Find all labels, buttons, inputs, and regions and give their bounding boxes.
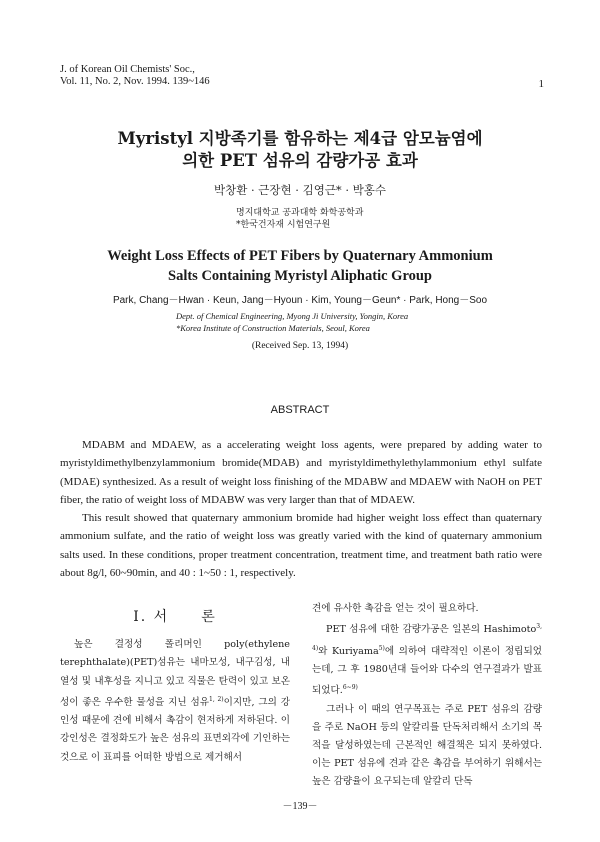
korean-affiliations (236, 207, 363, 231)
korean-title-line-2: 의한 PET 섬유의 감량가공 효과 (182, 151, 418, 170)
page-number: 1 (538, 78, 544, 90)
right-text-c: 에 의하여 대략적인 이론이 정립되었는데, 그 후 1980년대 들어와 다수의 연구결과가 발표되었다. (312, 645, 542, 697)
english-affiliations (176, 310, 408, 334)
journal-line-2: Vol. 11, No. 2, Nov. 1994. 139~146 (60, 76, 210, 87)
abstract-paragraph-2: This result showed that quaternary ammonium bromide had higher weight loss effect than quaternary ammonium sulfate, and the ratio of weight loss was greatly varied with the kind of quaternary ammonium salts used. In these conditions, proper treatment concentration, treatment time, and treatment bath ratio were about 8g/l, 60~90min, and 40 : 1~50 : 1, respectively. (60, 512, 542, 580)
right-paragraph-3: 그러나 이 때의 연구목표는 주로 PET 섬유의 감량을 주로 NaOH 등의 알칼리를 단독처리해서 소기의 목적을 달성하였는데 근본적인 해결책은 되지 못하였다. 이는 PET 섬유에 견과 같은 촉감을 부여하기 위해서는 높은 감량율이 요구되는데 알칼리 단독 (312, 703, 542, 788)
right-paragraph-2 (312, 618, 542, 700)
body-column-right (312, 600, 542, 792)
abstract-body (60, 436, 542, 582)
intro-paragraph-1 (60, 636, 290, 767)
korean-affiliation-2: *한국건자재 시험연구원 (236, 220, 331, 230)
citation-ref: 3, 4) (312, 623, 542, 652)
korean-title (0, 128, 600, 172)
right-paragraph-1: 견에 유사한 촉감을 얻는 것이 필요하다. (312, 603, 479, 614)
abstract-heading: ABSTRACT (270, 404, 330, 416)
english-authors: Park, Chang－Hwan · Keun, Jang－Hyoun · Kim, Young－Geun* · Park, Hong－Soo (112, 295, 488, 306)
citation-ref: 1, 2) (209, 695, 224, 703)
right-text-a: PET 섬유에 대한 감량가공은 일본의 Hashimoto (326, 624, 537, 636)
received-date: (Received Sep. 13, 1994) (251, 341, 349, 351)
english-affiliation-1: Dept. of Chemical Engineering, Myong Ji University, Yongin, Korea (176, 311, 409, 321)
citation-ref: 6~9) (342, 684, 358, 692)
korean-title-line-1: Myristyl 지방족기를 함유하는 제4급 암모늄염에 (117, 129, 483, 148)
body-column-left (60, 608, 290, 767)
journal-line-1: J. of Korean Oil Chemists' Soc., (60, 64, 195, 75)
korean-affiliation-1: 명지대학교 공과대학 화학공학과 (236, 208, 364, 218)
intro-text-a: 높은 결정성 폴리머인 poly(ethylene terephthalate)(PET)섬유는 내마모성, 내구김성, 내열성 및 내후성을 지니고 있고 직물은 탄력이 있고 보온성이 좋은 우수한 물성을 지닌 섬유 (60, 639, 290, 708)
citation-ref: 5) (378, 644, 385, 652)
english-title-line-1: Weight Loss Effects of PET Fibers by Quaternary Ammonium (107, 248, 493, 264)
section-heading: Ⅰ. 서 론 (133, 609, 217, 625)
abstract-paragraph-1: MDABM and MDAEW, as a accelerating weight loss agents, were prepared by adding water to myristyldimethylbenzylammonium bromide(MDAB) and myristyldimethylethylammonium ethyl sulfate (MDAE) synthesized. As a result of weight loss finishing of the MDABW and MDAEW with NaOH on PET fiber, the ratio of weight loss of MDABW was very larger than that of MDAEW. (60, 439, 542, 506)
korean-authors: 박창환 · 근장현 · 김영근* · 박홍수 (214, 183, 386, 197)
english-title (0, 246, 600, 286)
right-text-b: 와 Kuriyama (318, 645, 379, 657)
page-folio: －139－ (282, 801, 318, 812)
english-title-line-2: Salts Containing Myristyl Aliphatic Group (168, 268, 432, 284)
english-affiliation-2: *Korea Institute of Construction Materials, Seoul, Korea (176, 323, 370, 333)
intro-text-b: 이지만, 그의 강인성 때문에 견에 비해서 촉감이 현저하게 저하된다. 이 강인성은 결정화도가 높은 섬유의 표면외각에 기인하는 것으로 이 표피를 어떠한 방법으로 제거해서 (60, 697, 291, 763)
journal-citation (60, 64, 210, 88)
